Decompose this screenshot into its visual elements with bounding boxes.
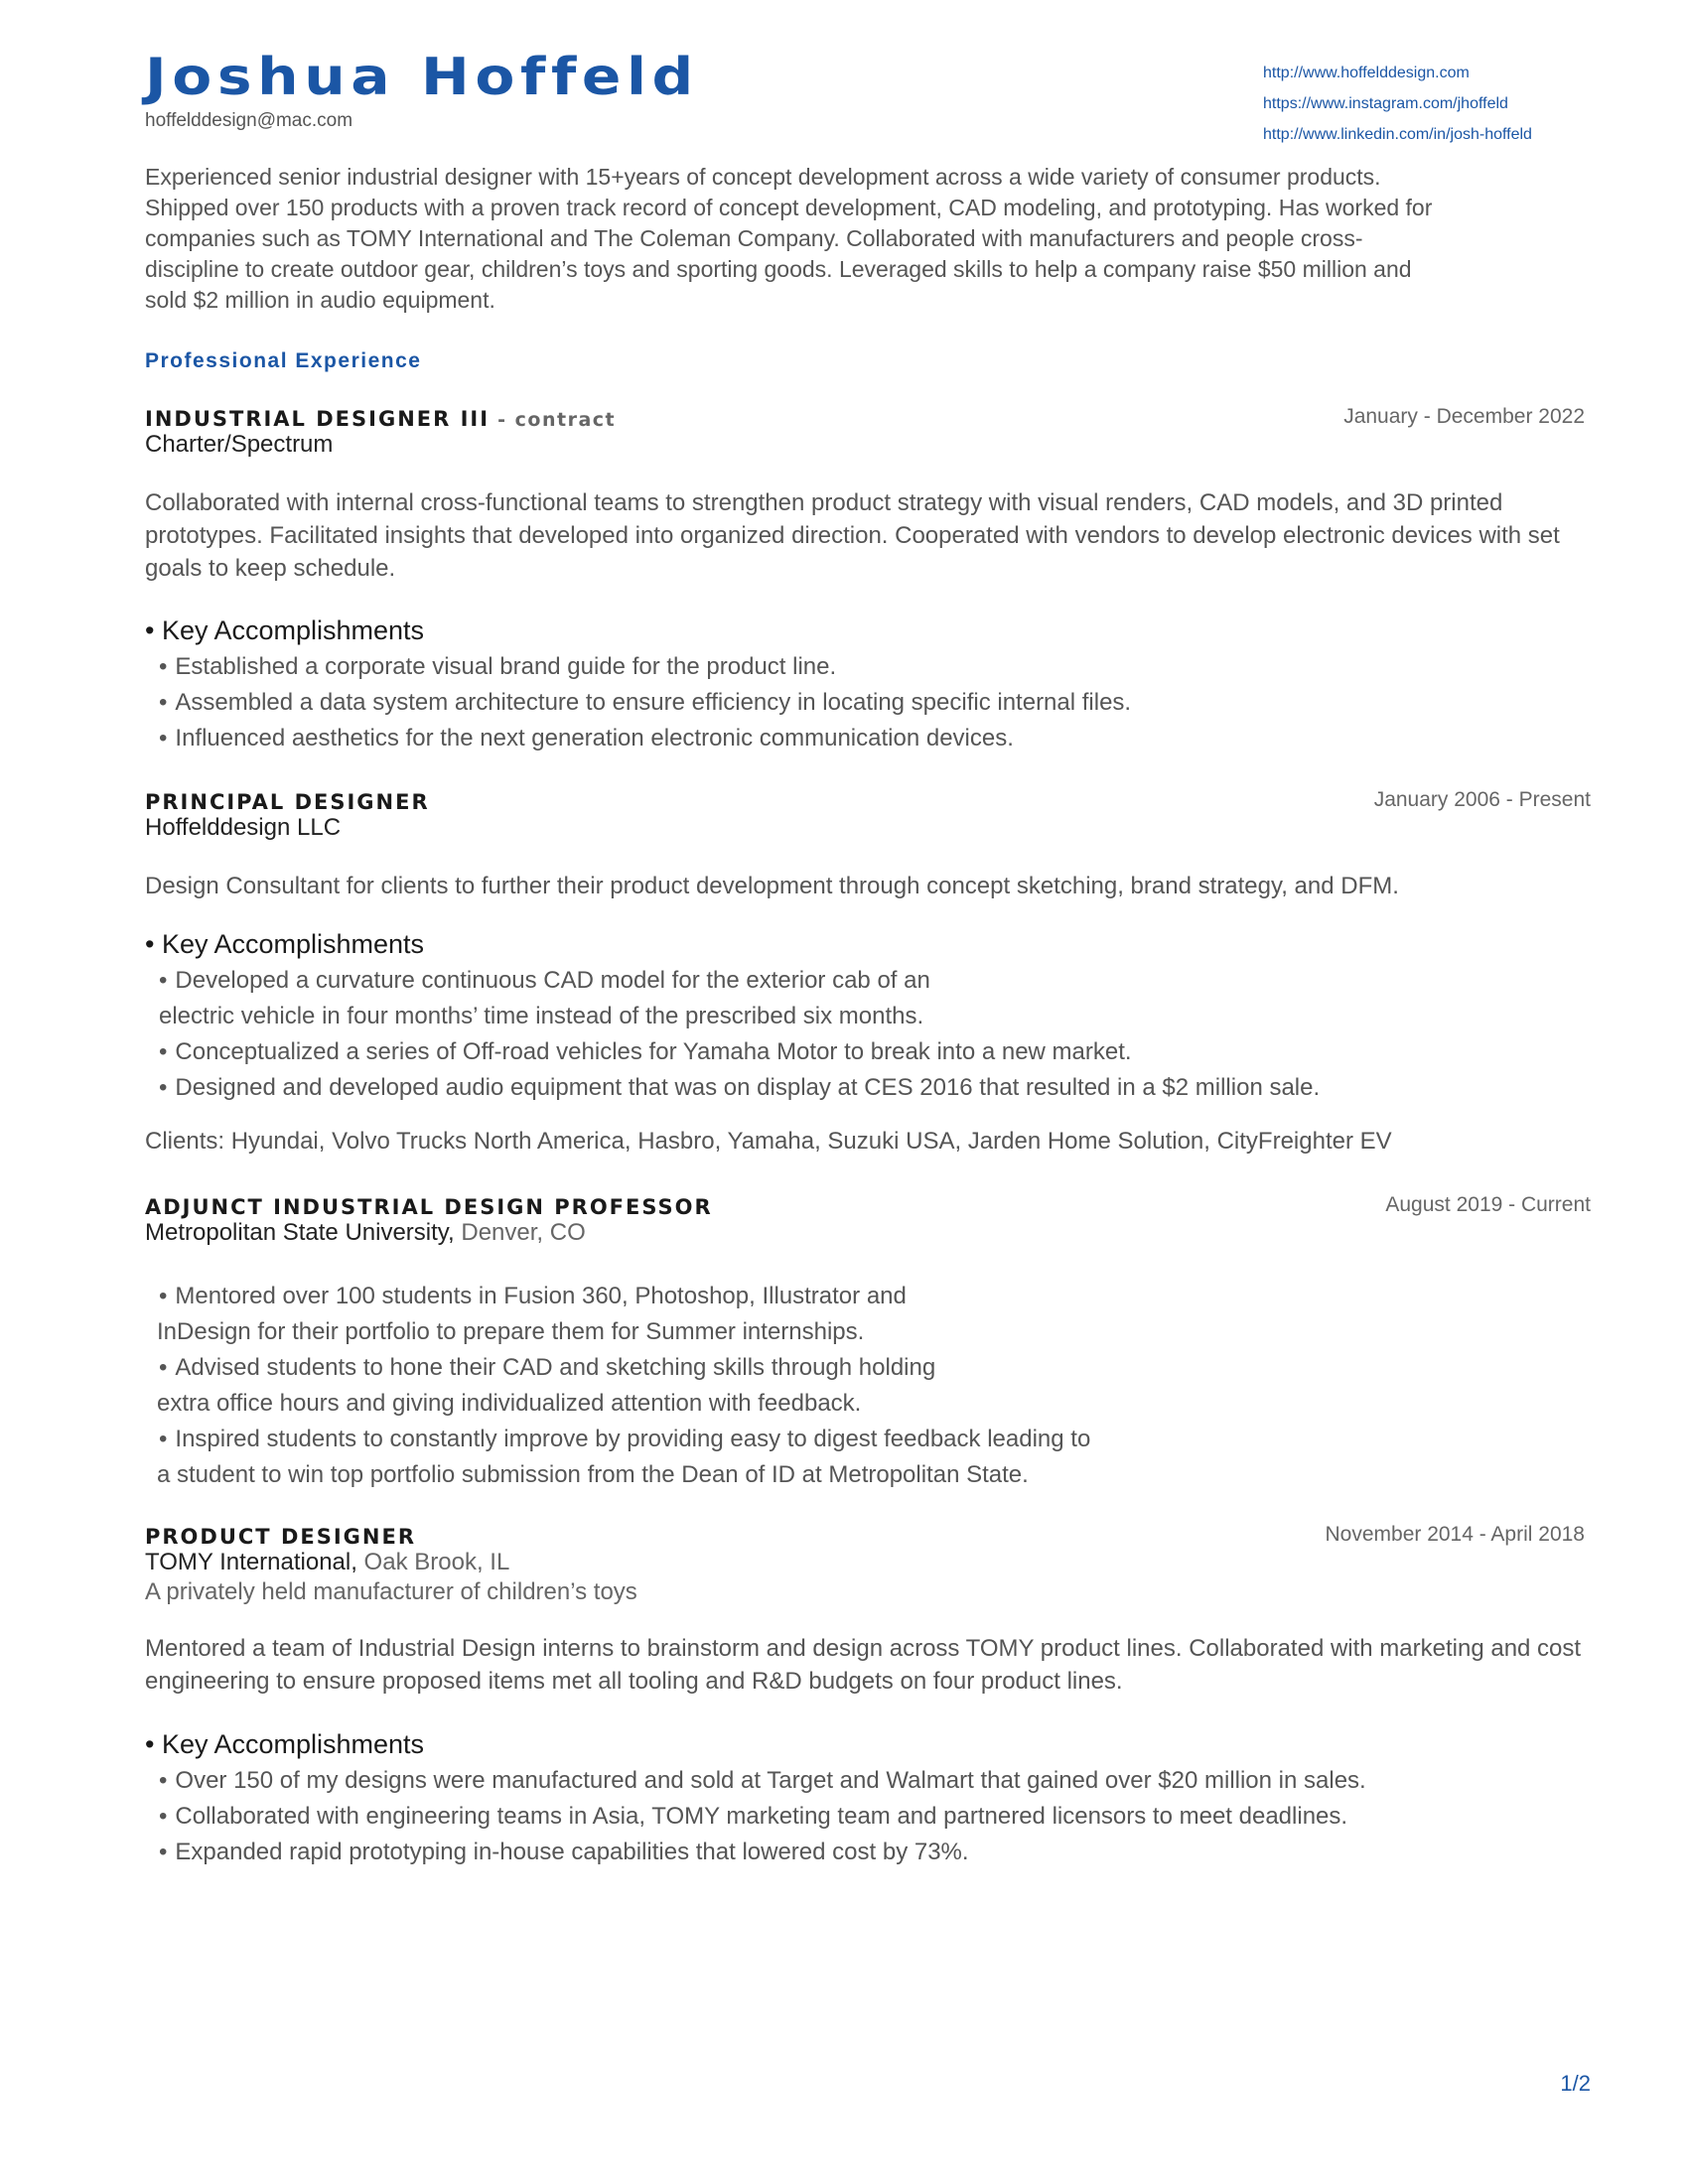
- website-link[interactable]: http://www.hoffelddesign.com: [1263, 65, 1470, 81]
- job-description: Design Consultant for clients to further their product development through concept sketching, brand strategy, and DFM.: [145, 873, 1399, 899]
- list-item-continuation: a student to win top portfolio submission from the Dean of ID at Metropolitan State.: [157, 1461, 1029, 1488]
- email-address: hoffelddesign@mac.com: [145, 110, 353, 131]
- linkedin-link[interactable]: http://www.linkedin.com/in/josh-hoffeld: [1263, 126, 1532, 143]
- company-tagline: A privately held manufacturer of children’s toys: [145, 1578, 637, 1605]
- job-dates: January - December 2022: [1343, 405, 1585, 428]
- list-item: [159, 999, 1320, 1034]
- job-company: Hoffelddesign LLC: [145, 814, 342, 841]
- company-name: TOMY International,: [145, 1549, 357, 1575]
- job-title: [145, 407, 616, 431]
- key-accomplishments-heading: • Key Accomplishments: [145, 615, 425, 645]
- company-location: Denver, CO: [454, 1219, 586, 1246]
- accomplishments-list: [159, 1763, 1366, 1870]
- list-item: [157, 1314, 1090, 1350]
- list-item: • Collaborated with engineering teams in Asia, TOMY marketing team and partnered licensors to meet deadlines.: [159, 1799, 1366, 1835]
- company-name: Metropolitan State University,: [145, 1219, 455, 1246]
- list-item: • Inspired students to constantly improve by providing easy to digest feedback leading to: [159, 1422, 1090, 1457]
- list-item-continuation: InDesign for their portfolio to prepare them for Summer internships.: [157, 1318, 865, 1345]
- job-title: PRINCIPAL DESIGNER: [145, 790, 430, 814]
- list-item: • Advised students to hone their CAD and sketching skills through holding: [159, 1350, 1090, 1386]
- candidate-name: Joshua Hoffeld: [145, 48, 699, 107]
- instagram-link[interactable]: https://www.instagram.com/jhoffeld: [1263, 95, 1508, 112]
- job-title-text: INDUSTRIAL DESIGNER III: [145, 407, 491, 431]
- job-title-suffix: - contract: [490, 409, 617, 431]
- summary-paragraph: Experienced senior industrial designer with 15+years of concept development across a wide variety of consumer products. Shipped over 150 products with a proven track record of concept development, CAD modeling, and prototyping. Has worked for companies such as TOMY International and The Coleman Company. Collaborated with manufacturers and people cross-discipline to create outdoor gear, children’s toys and sporting goods. Leveraged skills to help a company raise $50 million and sold $2 million in audio equipment.: [145, 164, 1433, 313]
- job-dates: November 2014 - April 2018: [1325, 1523, 1585, 1546]
- list-item: • Over 150 of my designs were manufactured and sold at Target and Walmart that gained over $20 million in sales.: [159, 1763, 1366, 1799]
- list-item: • Assembled a data system architecture to ensure efficiency in locating specific internal files.: [159, 685, 1131, 721]
- job-company: [145, 1219, 586, 1247]
- accomplishments-list: [159, 963, 1320, 1106]
- list-item: • Designed and developed audio equipment that was on display at CES 2016 that resulted in a $2 million sale.: [159, 1070, 1320, 1106]
- section-title: Professional Experience: [145, 349, 422, 372]
- job-dates: August 2019 - Current: [1385, 1193, 1591, 1216]
- accomplishments-list: [159, 649, 1131, 756]
- responsibilities-list: [159, 1279, 1090, 1493]
- list-item: • Conceptualized a series of Off-road vehicles for Yamaha Motor to break into a new market.: [159, 1034, 1320, 1070]
- job-company: [145, 1549, 509, 1576]
- list-item: • Established a corporate visual brand guide for the product line.: [159, 649, 1131, 685]
- list-item: • Developed a curvature continuous CAD model for the exterior cab of an: [159, 963, 1320, 999]
- contact-links: [1263, 58, 1591, 150]
- list-item-continuation: electric vehicle in four months’ time instead of the prescribed six months.: [159, 1003, 924, 1029]
- job-title: ADJUNCT INDUSTRIAL DESIGN PROFESSOR: [145, 1195, 713, 1219]
- key-accomplishments-heading: • Key Accomplishments: [145, 929, 425, 959]
- list-item: • Expanded rapid prototyping in-house capabilities that lowered cost by 73%.: [159, 1835, 1366, 1870]
- job-description: Collaborated with internal cross-functional teams to strengthen product strategy with visual renders, CAD models, and 3D printed prototypes. Facilitated insights that developed into organized direction. Cooperated with vendors to develop electronic devices with set goals to keep schedule.: [145, 489, 1560, 582]
- list-item: [157, 1457, 1090, 1493]
- job-description: Mentored a team of Industrial Design interns to brainstorm and design across TOMY product lines. Collaborated with marketing and cost engineering to ensure proposed items met all tooling and R&D budgets on four product lines.: [145, 1635, 1582, 1695]
- company-location: Oak Brook, IL: [356, 1549, 510, 1575]
- job-company: Charter/Spectrum: [145, 431, 334, 458]
- key-accomplishments-heading: • Key Accomplishments: [145, 1729, 425, 1759]
- list-item-continuation: extra office hours and giving individualized attention with feedback.: [157, 1390, 862, 1417]
- job-dates: January 2006 - Present: [1373, 788, 1591, 811]
- job-title: PRODUCT DESIGNER: [145, 1525, 416, 1549]
- page-number: 1/2: [1560, 2071, 1591, 2096]
- list-item: [157, 1386, 1090, 1422]
- list-item: • Influenced aesthetics for the next generation electronic communication devices.: [159, 721, 1131, 756]
- clients-line: Clients: Hyundai, Volvo Trucks North America, Hasbro, Yamaha, Suzuki USA, Jarden Home Solution, CityFreighter EV: [145, 1128, 1392, 1155]
- list-item: • Mentored over 100 students in Fusion 360, Photoshop, Illustrator and: [159, 1279, 1090, 1314]
